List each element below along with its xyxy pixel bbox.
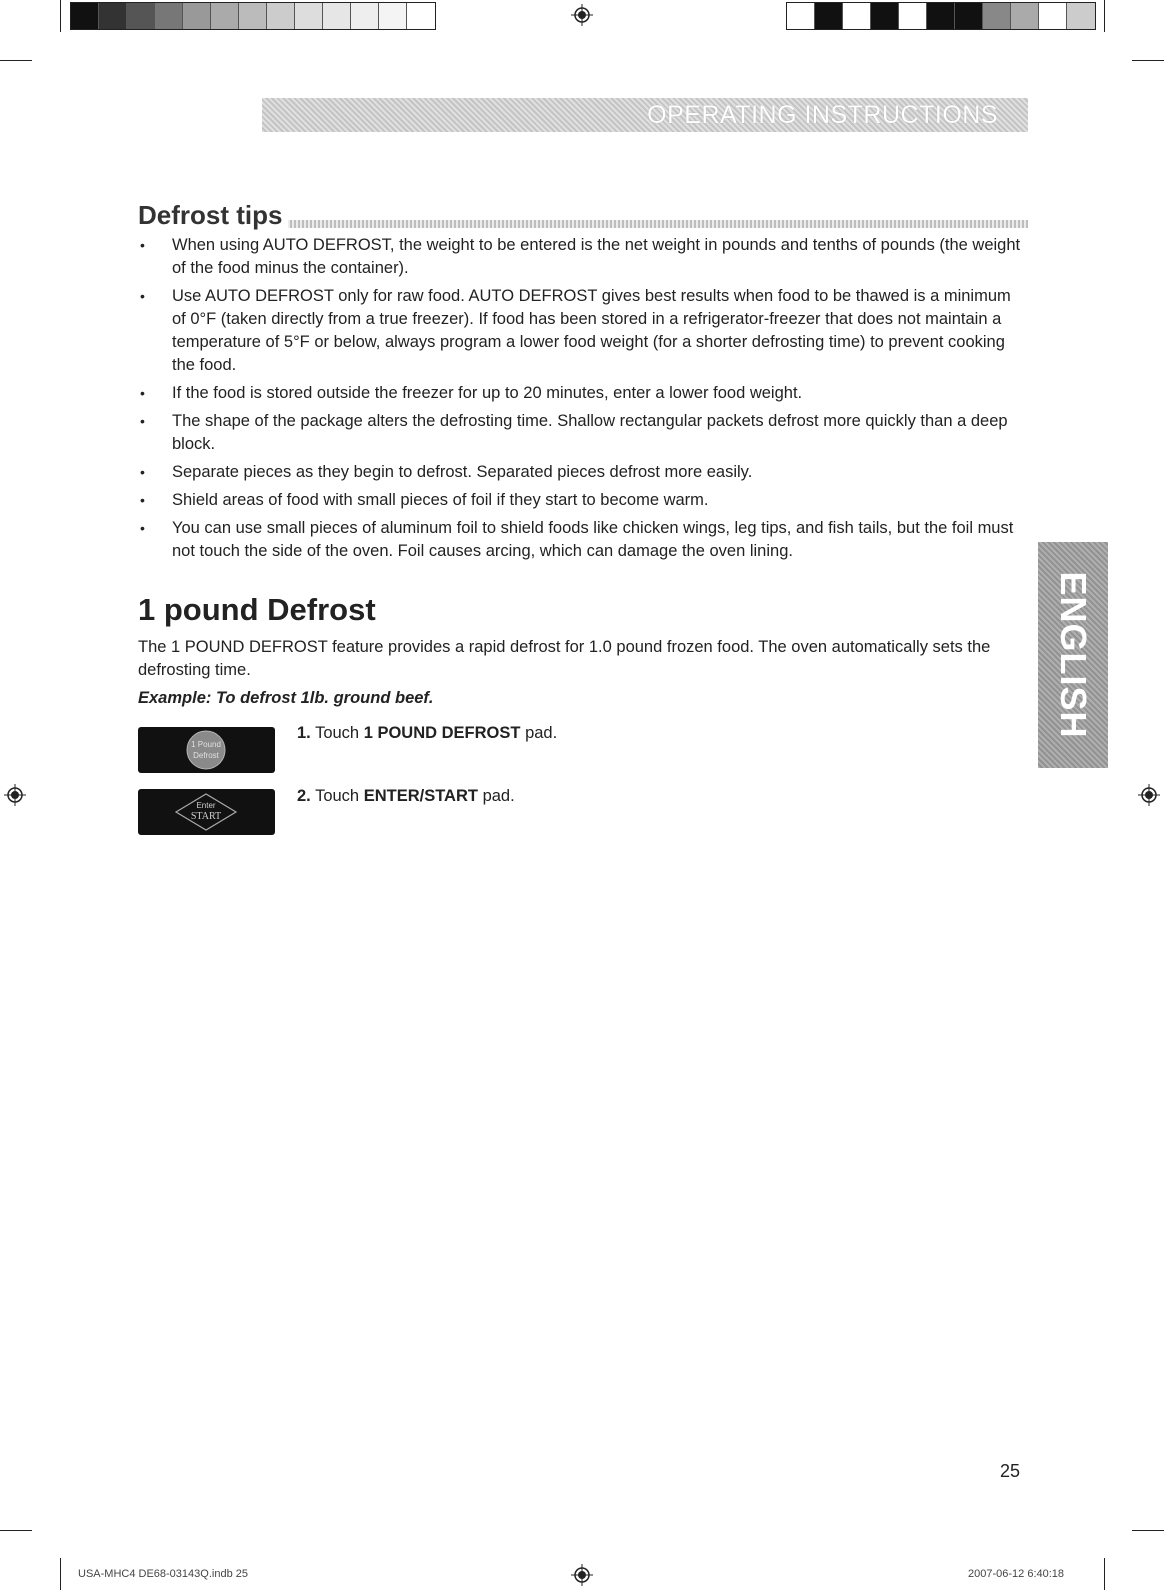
pad-label-line2: Defrost	[193, 751, 219, 760]
list-item: • If the food is stored outside the freezer for up to 20 minutes, enter a lower food weight.	[138, 382, 1028, 405]
step-number: 2.	[297, 787, 311, 805]
one-pound-defrost-pad-icon	[138, 727, 275, 773]
footer-file-info: USA-MHC4 DE68-03143Q.indb 25	[78, 1568, 248, 1580]
defrost-tips-heading	[138, 200, 1028, 230]
step-prefix: Touch	[315, 787, 360, 805]
crop-mark	[60, 0, 61, 32]
enter-start-pad-image	[138, 789, 275, 835]
step-pad-name: ENTER/START	[363, 787, 478, 805]
crop-mark	[0, 60, 32, 61]
registration-mark-icon	[1138, 784, 1160, 806]
example-text: Example: To defrost 1lb. ground beef.	[138, 689, 434, 707]
registration-mark-icon	[571, 4, 593, 26]
crop-mark	[1104, 1558, 1105, 1590]
crop-mark	[0, 1530, 32, 1531]
one-pound-defrost-pad-image	[138, 727, 275, 773]
list-item: • The shape of the package alters the defrosting time. Shallow rectangular packets defrost more quickly than a deep block.	[138, 410, 1028, 456]
pad-label-line2: START	[190, 811, 222, 822]
step-suffix: pad.	[525, 724, 558, 742]
step-suffix: pad.	[482, 787, 515, 805]
footer-timestamp: 2007-06-12 6:40:18	[968, 1568, 1065, 1580]
list-item: • Use AUTO DEFROST only for raw food. AUTO DEFROST gives best results when food to be thawed is a minimum of 0°F (taken directly from a true freezer). If food has been stored in a refrigerator-freezer that does not maintain a temperature of 5°F or below, always program a lower food weight (for a shorter defrosting time) to prevent cooking the food.	[138, 285, 1028, 377]
color-calibration-bar-icon	[70, 2, 436, 30]
step-pad-name: 1 POUND DEFROST	[363, 724, 521, 742]
color-calibration-bar-icon	[786, 2, 1096, 30]
step-2	[297, 787, 515, 806]
defrost-tips-title: Defrost tips	[138, 200, 288, 230]
crop-mark	[1132, 60, 1164, 61]
pad-label-line1: Enter	[196, 801, 216, 810]
pound-defrost-intro: The 1 POUND DEFROST feature provides a rapid defrost for 1.0 pound frozen food. The oven automatically sets the defrosting time.	[138, 638, 991, 679]
page-number: 25	[1000, 1461, 1021, 1481]
crop-mark	[1104, 0, 1105, 32]
pound-defrost-title: 1 pound Defrost	[138, 592, 376, 627]
list-item: • When using AUTO DEFROST, the weight to be entered is the net weight in pounds and tenths of pounds (the weight of the food minus the container).	[138, 234, 1028, 280]
step-prefix: Touch	[315, 724, 360, 742]
step-number: 1.	[297, 724, 311, 742]
crop-mark	[1132, 1530, 1164, 1531]
pad-label-line1: 1 Pound	[191, 740, 221, 749]
list-item: • Shield areas of food with small pieces of foil if they start to become warm.	[138, 489, 1028, 512]
crop-mark	[60, 1558, 61, 1590]
enter-start-pad-icon	[138, 789, 275, 835]
registration-mark-icon	[4, 784, 26, 806]
defrost-tips-list	[138, 234, 1028, 568]
language-tab	[1038, 542, 1108, 768]
step-1	[297, 724, 557, 743]
registration-mark-icon	[571, 1564, 593, 1586]
language-tab-label: ENGLISH	[1053, 571, 1094, 739]
list-item: • You can use small pieces of aluminum foil to shield foods like chicken wings, leg tips, and fish tails, but the foil must not touch the side of the oven. Foil causes arcing, which can damage the oven lining.	[138, 517, 1028, 563]
section-header-band	[262, 98, 1028, 132]
list-item: • Separate pieces as they begin to defrost. Separated pieces defrost more easily.	[138, 461, 1028, 484]
header-band-text: OPERATING INSTRUCTIONS	[647, 101, 998, 129]
